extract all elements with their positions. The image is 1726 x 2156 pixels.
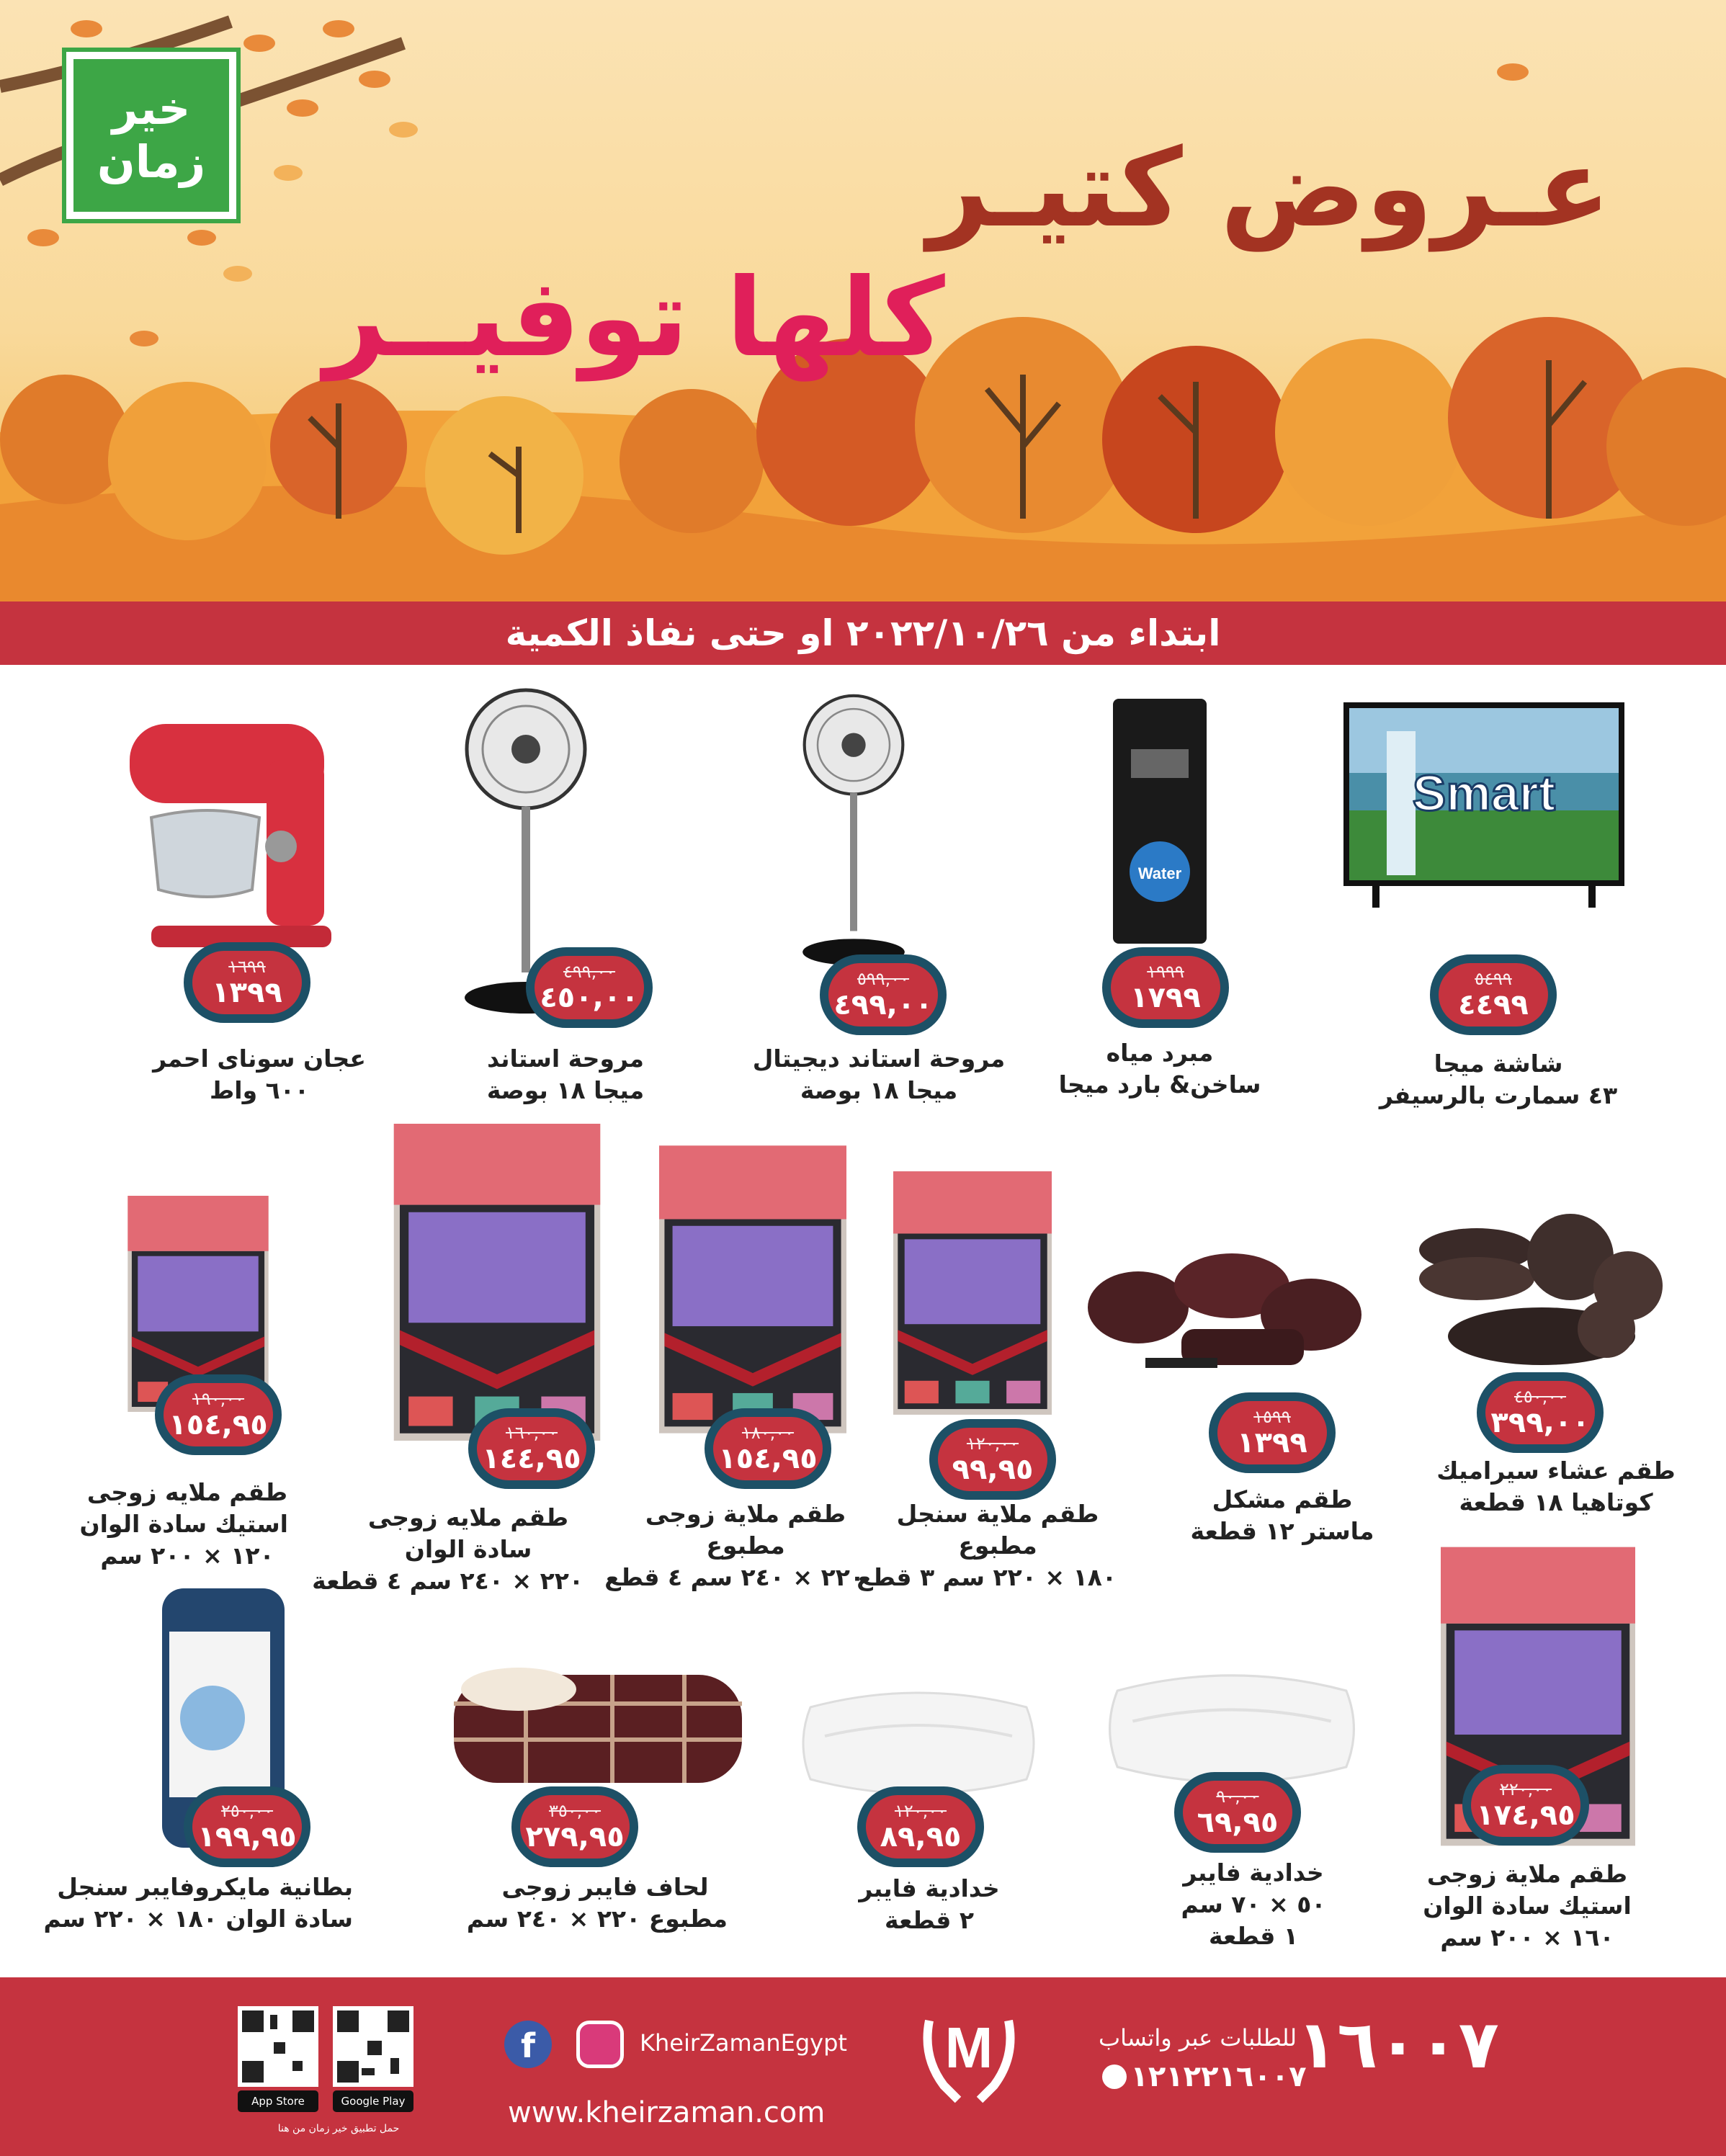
- instagram-icon[interactable]: [576, 2021, 624, 2068]
- product-name-line1: شاشة ميجا: [1434, 1050, 1563, 1078]
- old-price: ٣٥٠,٠٠: [548, 1801, 602, 1821]
- new-price: ١٩٩,٩٥: [197, 1820, 297, 1853]
- product-name-line2: كوتاهيا ١٨ قطعة: [1459, 1488, 1653, 1516]
- old-price: ١٩٩٩: [1147, 962, 1184, 982]
- product-name: [857, 1498, 1117, 1593]
- price-badge: [929, 1419, 1056, 1500]
- bedsheet-icon: [659, 1135, 846, 1444]
- old-price: ١٢٠,٠٠: [966, 1433, 1019, 1454]
- product-name-line2: ماستر ١٢ قطعة: [1190, 1517, 1374, 1545]
- plates-icon: [1412, 1207, 1664, 1372]
- validity-banner: [0, 601, 1726, 665]
- validity-text: ابتداء من ٢٠٢٢/١٠/٢٦ او حتى نفاذ الكمية: [505, 612, 1221, 654]
- product-name-line2: سادة الوان ١٨٠ × ٢٢٠ سم: [43, 1905, 353, 1933]
- price-badge: [1174, 1772, 1301, 1853]
- product-name-line2: استيك سادة الوان: [79, 1510, 288, 1538]
- new-price: ١٥٤,٩٥: [718, 1442, 818, 1475]
- old-price: ١٨٠,٠٠: [741, 1423, 795, 1443]
- product-name-line2: ميجا ١٨ بوصة: [486, 1076, 645, 1104]
- m-logo-letter: M: [944, 2016, 993, 2080]
- quilt-icon: [454, 1660, 742, 1790]
- product-name-line3: ١٨٠ × ٢٢٠ سم ٣ قطع: [857, 1563, 1117, 1591]
- product-name: [43, 1871, 353, 1935]
- product-name-line1: طقم ملاية سنجل: [896, 1500, 1099, 1528]
- product-name-line2: ميجا ١٨ بوصة: [800, 1076, 958, 1104]
- price-badge: [1462, 1765, 1589, 1846]
- website-link[interactable]: www.kheirzaman.com: [508, 2096, 826, 2129]
- mixer-icon: [108, 717, 346, 954]
- product-name: [1174, 1484, 1390, 1547]
- new-price: ٦٩,٩٥: [1197, 1806, 1279, 1839]
- hero-banner: [0, 0, 1726, 601]
- price-badge: [820, 954, 947, 1035]
- old-price: ٥٩٩,٠٠: [857, 969, 910, 989]
- old-price: ١٥٩٩: [1253, 1407, 1291, 1427]
- product-name-line2: ٤٣ سمارت بالرسيفر: [1379, 1081, 1618, 1109]
- new-price: ١٣٩٩: [212, 976, 282, 1009]
- whatsapp-label: للطلبات عبر واتساب: [1099, 2024, 1297, 2052]
- product-name: [735, 1043, 1023, 1106]
- product-name: [1412, 1858, 1642, 1954]
- m-logo-icon: [915, 1999, 1023, 2107]
- new-price: ١٧٩٩: [1130, 981, 1201, 1014]
- product-name: [1419, 1455, 1693, 1518]
- footer: [0, 1977, 1726, 2156]
- product-name-line2: استيك سادة الوان: [1423, 1892, 1632, 1920]
- fan-icon: [800, 681, 908, 983]
- headline-line2: كلها توفيــر: [324, 256, 945, 381]
- whatsapp-number[interactable]: ٠١٢١٢٢١٦٠٠٧: [1113, 2060, 1307, 2093]
- new-price: ٨٩,٩٥: [880, 1820, 962, 1853]
- price-badge: [1477, 1372, 1604, 1453]
- product-name-line1: طقم ملايه زوجى: [367, 1503, 569, 1531]
- product-name: [821, 1873, 1037, 1936]
- tv-screen-label: Smart: [1412, 765, 1556, 821]
- old-price: ٢٥٠,٠٠: [220, 1801, 274, 1821]
- price-badge: [155, 1374, 282, 1455]
- product-name-line2: ٢ قطعة: [884, 1906, 975, 1934]
- bedsheet-icon: [893, 1138, 1052, 1448]
- new-price: ٩٩,٩٥: [952, 1453, 1034, 1486]
- new-price: ١٤٤,٩٥: [482, 1442, 581, 1475]
- product-name: [447, 1043, 684, 1106]
- product-name-line1: خدادية فايبر: [1183, 1858, 1324, 1887]
- product-name-line3: ١ قطعة: [1208, 1922, 1299, 1950]
- google-play-badge[interactable]: Google Play: [333, 2090, 413, 2112]
- product-name-line1: طقم مشكل: [1212, 1485, 1353, 1513]
- new-price: ١٣٩٩: [1237, 1426, 1307, 1459]
- product-name-line3: ٢٢٠ × ٢٤٠ سم ٤ قطعة: [312, 1567, 583, 1595]
- headline-line1: عـروض كتيـر: [927, 126, 1611, 251]
- product-name-line1: طقم عشاء سيراميك: [1436, 1457, 1676, 1485]
- old-price: ٤٥٠,٠٠: [1513, 1387, 1567, 1407]
- new-price: ١٥٤,٩٥: [169, 1408, 268, 1441]
- old-price: ٩٠,٠٠: [1216, 1786, 1259, 1807]
- new-price: ٢٧٩,٩٥: [525, 1820, 625, 1853]
- product-name: [466, 1871, 728, 1935]
- old-price: ٥٤٩٩: [1475, 969, 1512, 989]
- price-badge: [857, 1786, 984, 1867]
- product-name: [1354, 1048, 1642, 1111]
- product-name-line3: ٢٢٠ × ٢٤٠ سم ٤ قطع: [604, 1563, 864, 1591]
- product-name-line1: بطانية مايكروفايبر سنجل: [57, 1873, 353, 1901]
- product-name-line2: ساخن& بارد ميجا: [1058, 1070, 1261, 1099]
- social-handle[interactable]: KheirZamanEgypt: [640, 2029, 847, 2057]
- product-name-line3: ١٦٠ × ٢٠٠ سم: [1440, 1923, 1614, 1951]
- product-name: [130, 1043, 389, 1106]
- product-name: [1156, 1857, 1351, 1952]
- product-name-line1: طقم ملايه زوجى: [86, 1478, 288, 1506]
- pots-icon: [1073, 1250, 1376, 1394]
- price-badge: [1102, 947, 1229, 1028]
- product-name: [604, 1498, 864, 1593]
- old-price: ١٦٩٩: [228, 957, 266, 977]
- old-price: ١٦٠,٠٠: [505, 1423, 558, 1443]
- new-price: ٣٩٩,٠٠: [1490, 1406, 1590, 1439]
- product-name-line2: مطبوع: [958, 1531, 1037, 1560]
- qr-code-icon[interactable]: [333, 2006, 413, 2087]
- water-dispenser-icon: [1109, 699, 1210, 944]
- price-badge: [526, 947, 653, 1028]
- hotline-number[interactable]: ١٦٠٠٧: [1297, 2006, 1499, 2083]
- price-badge: [511, 1786, 638, 1867]
- app-download-note: حمل تطبيق خير زمان من هنا: [277, 2123, 400, 2134]
- tv-icon: [1343, 702, 1624, 918]
- product-name-line2: مطبوع ٢٢٠ × ٢٤٠ سم: [466, 1905, 728, 1933]
- product-name-line2: ٥٠ × ٧٠ سم: [1181, 1890, 1326, 1918]
- new-price: ٤٥٠,٠٠: [540, 981, 639, 1014]
- product-name-line1: طقم ملاية زوجى: [1426, 1860, 1628, 1888]
- water-logo-label: Water: [1137, 864, 1182, 882]
- price-badge: [468, 1408, 595, 1489]
- app-store-badge[interactable]: App Store: [238, 2090, 318, 2112]
- product-name-line1: عجان سوناى احمر: [153, 1045, 366, 1073]
- product-name-line1: طقم ملاية زوجى: [645, 1500, 846, 1528]
- logo-line2: زمان: [97, 135, 206, 188]
- old-price: ٢٢٠,٠٠: [1499, 1779, 1552, 1799]
- product-name-line1: خدادية فايبر: [859, 1874, 1000, 1902]
- logo-line1: خير: [112, 82, 191, 135]
- price-badge: [705, 1408, 831, 1489]
- old-price: ١٩٠,٠٠: [192, 1389, 245, 1409]
- product-name-line2: ٦٠٠ واط: [209, 1076, 310, 1104]
- product-name: [79, 1477, 288, 1572]
- price-badge: [184, 1786, 310, 1867]
- price-badge: [1430, 954, 1557, 1035]
- new-price: ٤٤٩٩: [1458, 988, 1529, 1021]
- price-badge: [184, 942, 310, 1023]
- old-price: ١٢٠,٠٠: [894, 1801, 947, 1821]
- old-price: ٤٩٩,٠٠: [563, 962, 616, 982]
- product-name-line1: مروحة استاند ديجيتال: [752, 1045, 1006, 1073]
- product-name: [1037, 1037, 1282, 1101]
- product-name-line1: مروحة استاند: [487, 1045, 644, 1073]
- product-name-line1: مبرد مياه: [1106, 1039, 1214, 1067]
- qr-code-icon[interactable]: [238, 2006, 318, 2087]
- bedsheet-icon: [393, 1124, 602, 1441]
- product-name: [312, 1502, 583, 1597]
- product-name-line1: لحاف فايبر زوجى: [501, 1873, 709, 1901]
- product-name-line3: ١٢٠ × ٢٠٠ سم: [100, 1542, 274, 1570]
- new-price: ٤٩٩,٠٠: [833, 988, 933, 1021]
- price-badge: [1209, 1392, 1336, 1473]
- product-name-line2: سادة الوان: [404, 1535, 532, 1563]
- facebook-icon[interactable]: f: [504, 2021, 552, 2068]
- brand-logo: [66, 52, 236, 219]
- product-name-line2: مطبوع: [706, 1531, 785, 1560]
- new-price: ١٧٤,٩٥: [1476, 1799, 1575, 1832]
